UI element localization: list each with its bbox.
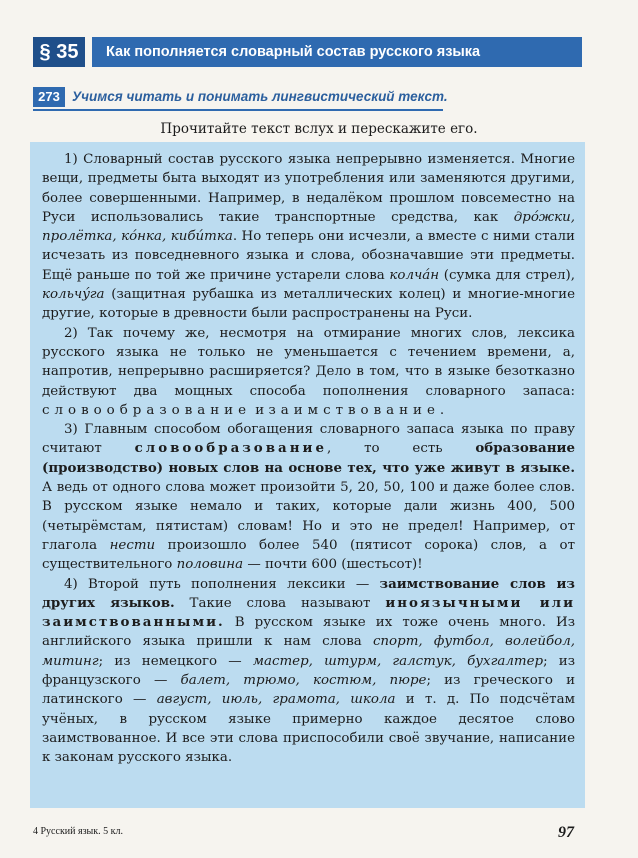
example-word: колчáн bbox=[389, 267, 440, 283]
text-segment: , то есть bbox=[326, 441, 476, 457]
paragraph-2 bbox=[42, 324, 575, 420]
example-words: дрóжки, пролётка, кóнка, кибúтка bbox=[42, 209, 575, 245]
text-segment: А ведь от одного слова может произойти 5, 20, 50, 100 и даже более слов. В русском языке немало и таких, которые дали жизнь 400, 500 (четырёмстам, пятистам) словам! Но и это не предел! Например, от глагола bbox=[42, 480, 575, 553]
section-number-badge: § 35 bbox=[33, 37, 85, 67]
page-number: 97 bbox=[558, 824, 574, 841]
spaced-term: словообразование bbox=[42, 402, 252, 418]
text-segment: 1) Словарный состав русского языка непрерывно изменяется. Многие вещи, предметы быта выходят из употребления или заменяются другими, более совершенными. Например, в недалёком прошлом повсеместно на Руси использовались такие транспортные средства, как bbox=[42, 152, 575, 225]
book-signature: 4 Русский язык. 5 кл. bbox=[33, 826, 123, 837]
paragraph-3 bbox=[42, 420, 575, 574]
linguistic-text-box bbox=[30, 142, 585, 808]
text-segment: и bbox=[251, 402, 269, 418]
example-words: мастер, штурм, галстук, бухгалтер bbox=[252, 653, 544, 669]
text-segment: (защитная рубашка из металлических колец) и многие-многие другие, которые в древности были распространены на Руси. bbox=[42, 287, 575, 322]
text-segment: (сумка для стрел), bbox=[439, 267, 575, 283]
text-segment: ; из немецкого — bbox=[98, 653, 253, 669]
section-title: Как пополняется словарный состав русского языка bbox=[92, 37, 582, 67]
text-segment: произошло более 540 (пятисот сорока) слов, а от существительного bbox=[42, 537, 575, 573]
example-words: август, июль, грамота, школа bbox=[156, 692, 396, 708]
example-word: половина bbox=[176, 557, 244, 573]
text-segment: 2) Так почему же, несмотря на отмирание многих слов, лексика русского языка не только не уменьшается с течением времени, а, напротив, непрерывно расширяется? Дело в том, что в языке безотказно действуют два мощных способа пополнения словарного запаса: bbox=[42, 325, 575, 399]
example-words: балет, трюмо, костюм, пюре bbox=[180, 673, 427, 689]
text-segment: ; из греческого и латинского — bbox=[42, 673, 576, 708]
exercise-number: 273 bbox=[33, 87, 65, 107]
exercise-title: Учимся читать и понимать лингвистический текст. bbox=[72, 89, 448, 104]
bold-spaced-term: словообразование bbox=[134, 440, 327, 457]
exercise-title-underline bbox=[33, 109, 443, 111]
bold-definition: образование (производство) новых слов на основе тех, что уже живут в языке. bbox=[42, 440, 575, 476]
exercise-instruction: Прочитайте текст вслух и перескажите его. bbox=[160, 121, 478, 137]
text-segment: — почти 600 (шестьсот)! bbox=[243, 557, 423, 573]
spaced-term: заимствование bbox=[268, 402, 440, 418]
bold-spaced-term: иноязычными или заимствованными. bbox=[42, 594, 575, 631]
paragraph-4 bbox=[42, 575, 575, 768]
text-segment: 4) Второй путь пополнения лексики — bbox=[64, 576, 380, 592]
text-segment: 3) Главным способом обогащения словарного запаса языка по праву считают bbox=[42, 422, 575, 457]
bold-definition: заимствование слов из других языков. bbox=[42, 575, 575, 611]
example-word: нести bbox=[109, 537, 156, 553]
example-word: кольчýга bbox=[42, 287, 105, 303]
text-segment: . Но теперь они исчезли, а вместе с ними стали исчезать из повседневного языка и слова, обозначавшие эти предметы. Ещё раньше по той же причине устарели слова bbox=[42, 229, 575, 283]
text-segment: Такие слова называют bbox=[174, 595, 386, 611]
example-words: спорт, футбол, волейбол, митинг bbox=[42, 634, 575, 669]
text-segment: и т. д. По подсчётам учёных, в русском языке примерно каждое десятое слово заимствованное. И все эти слова приспособили своё звучание, написание к законам русского языка. bbox=[42, 692, 575, 766]
text-segment: ; из французского — bbox=[42, 653, 576, 689]
text-segment: . bbox=[439, 402, 445, 418]
paragraph-1 bbox=[42, 150, 575, 324]
text-segment: В русском языке их тоже очень много. Из английского языка пришли к нам слова bbox=[42, 615, 575, 650]
